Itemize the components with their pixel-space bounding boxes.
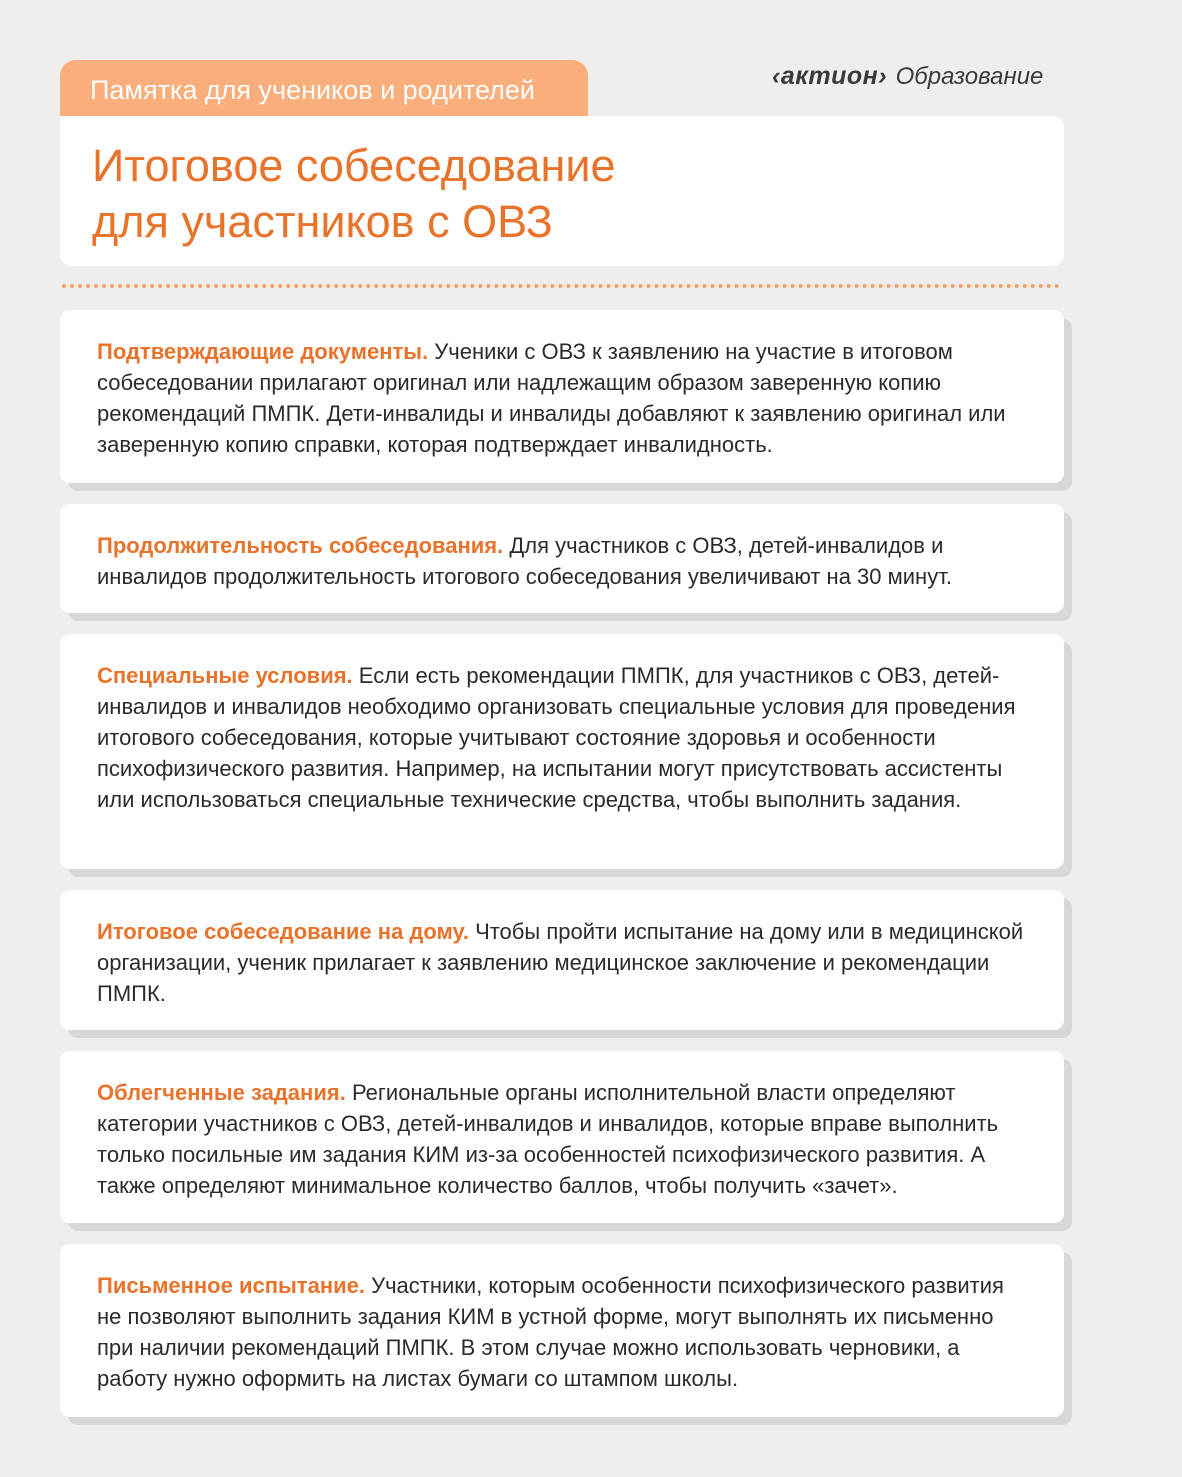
section-body [97,1077,1034,1201]
section-heading: Продолжительность собеседования. [97,533,504,558]
section-text: Для участников с ОВЗ, детей-инвалидов и инвалидов продолжительность итогового собеседования увеличивают на 30 минут. [97,533,952,589]
section-text: Если есть рекомендации ПМПК, для участников с ОВЗ, детей-инвалидов и инвалидов необходимо организовать специальные условия для проведения итогового собеседования, которые учитывают состояние здоровья и особенности психофизического развития. Например, на испытании могут присутствовать ассистенты или использоваться специальные технические средства, чтобы выполнить задания. [97,663,1016,812]
brand-logo [772,60,1043,92]
title-card [60,116,1064,266]
section-card-special-conditions [60,634,1064,869]
section-body [97,336,1034,460]
section-body [97,660,1034,815]
section-heading: Специальные условия. [97,663,353,688]
section-text: Участники, которым особенности психофизического развития не позволяют выполнить задания КИМ в устной форме, могут выполнять их письменно при наличии рекомендаций ПМПК. В этом случае можно использовать черновики, а работу нужно оформить на листах бумаги со штампом школы. [97,1273,1004,1391]
dotted-divider [62,284,1060,288]
memo-tag: Памятка для учеников и родителей [60,60,588,126]
section-card-simplified-tasks [60,1051,1064,1223]
section-card-duration [60,504,1064,613]
section-heading: Письменное испытание. [97,1273,365,1298]
section-card-written-test [60,1244,1064,1417]
section-heading: Облегченные задания. [97,1080,346,1105]
section-body [97,1270,1034,1394]
section-body [97,530,1034,592]
section-card-documents [60,310,1064,483]
brand-name: ‹актион› [772,62,888,90]
section-body [97,916,1034,1009]
section-heading: Итоговое собеседование на дому. [97,919,469,944]
page-title [92,138,615,250]
section-card-home [60,890,1064,1030]
section-text: Чтобы пройти испытание на дому или в медицинской организации, ученик прилагает к заявлению медицинское заключение и рекомендации ПМПК. [97,919,1024,1006]
page-title-line-1: Итоговое собеседование [92,140,616,191]
section-text: Региональные органы исполнительной власти определяют категории участников с ОВЗ, детей-инвалидов и инвалидов, которые вправе выполнить только посильные им задания КИМ из-за особенностей психофизического развития. А также определяют минимальное количество баллов, чтобы получить «зачет». [97,1080,999,1198]
section-heading: Подтверждающие документы. [97,339,429,364]
brand-subtitle: Образование [895,63,1044,90]
page-title-line-2: для участников с ОВЗ [92,196,553,247]
section-text: Ученики с ОВЗ к заявлению на участие в итоговом собеседовании прилагают оригинал или надлежащим образом заверенную копию рекомендаций ПМПК. Дети-инвалиды и инвалиды добавляют к заявлению оригинал или заверенную копию справки, которая подтверждает инвалидность. [97,339,1006,457]
